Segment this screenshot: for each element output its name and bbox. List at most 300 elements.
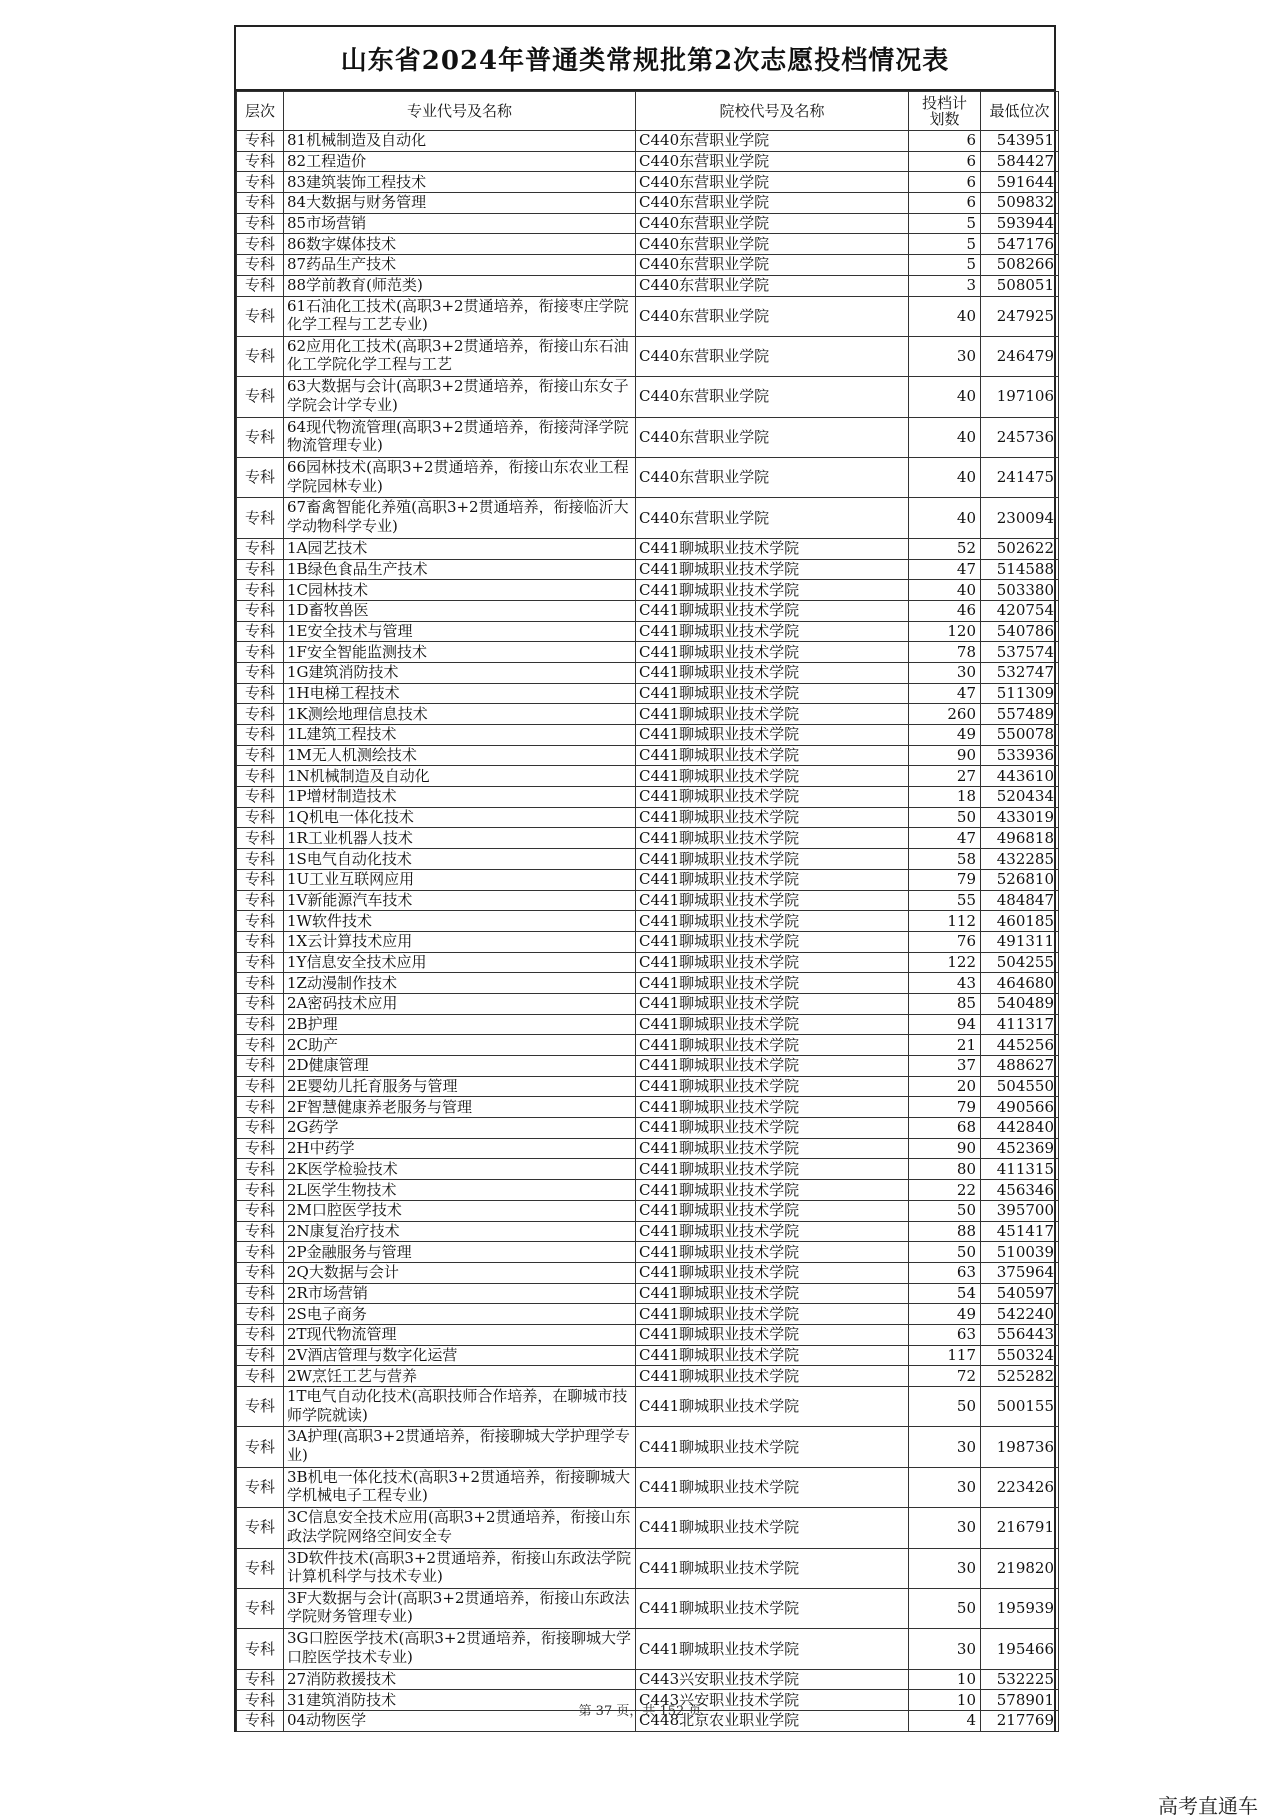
table-row: [237, 1669, 1059, 1690]
cell-plan: 22: [909, 1180, 981, 1201]
cell-major: 31建筑消防技术: [284, 1690, 636, 1711]
cell-school: C441聊城职业技术学院: [636, 745, 909, 766]
cell-rank: 241475: [981, 458, 1059, 498]
cell-plan: 55: [909, 890, 981, 911]
cell-major: 1L建筑工程技术: [284, 725, 636, 746]
cell-plan: 260: [909, 704, 981, 725]
cell-school: C441聊城职业技术学院: [636, 559, 909, 580]
cell-rank: 557489: [981, 704, 1059, 725]
cell-school: C440东营职业学院: [636, 377, 909, 417]
cell-plan: 27: [909, 766, 981, 787]
cell-rank: 197106: [981, 377, 1059, 417]
cell-rank: 456346: [981, 1180, 1059, 1201]
table-row: [237, 255, 1059, 276]
cell-rank: 511309: [981, 683, 1059, 704]
cell-rank: 540786: [981, 621, 1059, 642]
cell-major: 85市场营销: [284, 213, 636, 234]
cell-school: C441聊城职业技术学院: [636, 1548, 909, 1588]
cell-level: 专科: [237, 151, 284, 172]
table-row: [237, 849, 1059, 870]
cell-rank: 433019: [981, 807, 1059, 828]
cell-plan: 20: [909, 1076, 981, 1097]
table-row: [237, 1324, 1059, 1345]
cell-plan: 3: [909, 275, 981, 296]
cell-level: 专科: [237, 234, 284, 255]
cell-major: 83建筑装饰工程技术: [284, 172, 636, 193]
cell-level: 专科: [237, 1508, 284, 1548]
cell-major: 63大数据与会计(高职3+2贯通培养，衔接山东女子学院会计学专业): [284, 377, 636, 417]
table-row: [237, 642, 1059, 663]
table-row: [237, 952, 1059, 973]
cell-school: C441聊城职业技术学院: [636, 1508, 909, 1548]
cell-plan: 50: [909, 1387, 981, 1427]
table-row: [237, 1035, 1059, 1056]
cell-level: 专科: [237, 1014, 284, 1035]
table-row: [237, 1200, 1059, 1221]
header-plan-line1: 投档计: [921, 94, 967, 112]
table-row: [237, 807, 1059, 828]
cell-major: 1T电气自动化技术(高职技师合作培养，在聊城市技师学院就读): [284, 1387, 636, 1427]
cell-level: 专科: [237, 377, 284, 417]
cell-plan: 6: [909, 131, 981, 152]
cell-level: 专科: [237, 538, 284, 559]
cell-level: 专科: [237, 1711, 284, 1732]
header-rank: 最低位次: [981, 92, 1059, 131]
cell-plan: 30: [909, 336, 981, 376]
cell-major: 2C助产: [284, 1035, 636, 1056]
cell-school: C441聊城职业技术学院: [636, 766, 909, 787]
cell-plan: 4: [909, 1711, 981, 1732]
cell-rank: 510039: [981, 1242, 1059, 1263]
cell-rank: 526810: [981, 869, 1059, 890]
cell-rank: 550078: [981, 725, 1059, 746]
cell-major: 2M口腔医学技术: [284, 1200, 636, 1221]
table-row: [237, 1588, 1059, 1628]
cell-school: C440东营职业学院: [636, 131, 909, 152]
cell-school: C441聊城职业技术学院: [636, 1366, 909, 1387]
cell-school: C440东营职业学院: [636, 255, 909, 276]
cell-school: C441聊城职业技术学院: [636, 642, 909, 663]
title-box: [236, 27, 1054, 91]
cell-plan: 90: [909, 1138, 981, 1159]
cell-level: 专科: [237, 973, 284, 994]
table-row: [237, 213, 1059, 234]
cell-plan: 30: [909, 1508, 981, 1548]
cell-school: C441聊城职业技术学院: [636, 1035, 909, 1056]
table-row: [237, 766, 1059, 787]
cell-level: 专科: [237, 1345, 284, 1366]
cell-school: C440东营职业学院: [636, 296, 909, 336]
cell-school: C441聊城职业技术学院: [636, 1629, 909, 1669]
table-row: [237, 1508, 1059, 1548]
cell-school: C441聊城职业技术学院: [636, 869, 909, 890]
cell-level: 专科: [237, 766, 284, 787]
cell-level: 专科: [237, 1304, 284, 1325]
cell-major: 2B护理: [284, 1014, 636, 1035]
cell-level: 专科: [237, 1588, 284, 1628]
cell-plan: 30: [909, 1629, 981, 1669]
cell-major: 1Z动漫制作技术: [284, 973, 636, 994]
cell-level: 专科: [237, 1221, 284, 1242]
header-plan: [909, 92, 981, 131]
table-row: [237, 1629, 1059, 1669]
cell-school: C441聊城职业技术学院: [636, 1180, 909, 1201]
cell-level: 专科: [237, 193, 284, 214]
table-row: [237, 580, 1059, 601]
cell-rank: 460185: [981, 911, 1059, 932]
cell-rank: 508051: [981, 275, 1059, 296]
table-row: [237, 911, 1059, 932]
cell-level: 专科: [237, 498, 284, 538]
cell-level: 专科: [237, 1548, 284, 1588]
cell-major: 1X云计算技术应用: [284, 931, 636, 952]
table-row: [237, 1076, 1059, 1097]
cell-school: C441聊城职业技术学院: [636, 1138, 909, 1159]
cell-school: C441聊城职业技术学院: [636, 1242, 909, 1263]
cell-level: 专科: [237, 1467, 284, 1507]
cell-rank: 432285: [981, 849, 1059, 870]
cell-rank: 509832: [981, 193, 1059, 214]
cell-major: 2V酒店管理与数字化运营: [284, 1345, 636, 1366]
cell-school: C440东营职业学院: [636, 151, 909, 172]
cell-level: 专科: [237, 1200, 284, 1221]
cell-school: C441聊城职业技术学院: [636, 1427, 909, 1467]
cell-level: 专科: [237, 621, 284, 642]
cell-plan: 76: [909, 931, 981, 952]
cell-major: 2D健康管理: [284, 1056, 636, 1077]
cell-level: 专科: [237, 600, 284, 621]
cell-rank: 504550: [981, 1076, 1059, 1097]
cell-school: C441聊城职业技术学院: [636, 1283, 909, 1304]
cell-rank: 223426: [981, 1467, 1059, 1507]
header-school: 院校代号及名称: [636, 92, 909, 131]
cell-plan: 50: [909, 1588, 981, 1628]
cell-major: 82工程造价: [284, 151, 636, 172]
cell-school: C441聊城职业技术学院: [636, 993, 909, 1014]
cell-rank: 247925: [981, 296, 1059, 336]
table-row: [237, 683, 1059, 704]
cell-school: C440东营职业学院: [636, 213, 909, 234]
cell-rank: 500155: [981, 1387, 1059, 1427]
cell-rank: 550324: [981, 1345, 1059, 1366]
cell-plan: 6: [909, 151, 981, 172]
cell-major: 2S电子商务: [284, 1304, 636, 1325]
cell-plan: 47: [909, 559, 981, 580]
cell-plan: 37: [909, 1056, 981, 1077]
cell-rank: 411315: [981, 1159, 1059, 1180]
admission-table: [236, 91, 1059, 1732]
table-row: [237, 1097, 1059, 1118]
cell-school: C441聊城职业技术学院: [636, 890, 909, 911]
cell-level: 专科: [237, 725, 284, 746]
cell-school: C441聊城职业技术学院: [636, 952, 909, 973]
cell-plan: 40: [909, 498, 981, 538]
cell-level: 专科: [237, 828, 284, 849]
cell-plan: 50: [909, 807, 981, 828]
cell-plan: 6: [909, 193, 981, 214]
cell-school: C440东营职业学院: [636, 193, 909, 214]
cell-plan: 30: [909, 662, 981, 683]
cell-plan: 5: [909, 234, 981, 255]
cell-plan: 54: [909, 1283, 981, 1304]
cell-plan: 79: [909, 869, 981, 890]
cell-major: 1P增材制造技术: [284, 787, 636, 808]
cell-rank: 464680: [981, 973, 1059, 994]
table-row: [237, 538, 1059, 559]
cell-plan: 6: [909, 172, 981, 193]
cell-level: 专科: [237, 458, 284, 498]
cell-major: 1Q机电一体化技术: [284, 807, 636, 828]
cell-plan: 46: [909, 600, 981, 621]
cell-level: 专科: [237, 1283, 284, 1304]
table-body: [237, 131, 1059, 1732]
cell-plan: 79: [909, 1097, 981, 1118]
cell-plan: 40: [909, 458, 981, 498]
cell-major: 1K测绘地理信息技术: [284, 704, 636, 725]
cell-plan: 90: [909, 745, 981, 766]
cell-rank: 490566: [981, 1097, 1059, 1118]
table-row: [237, 745, 1059, 766]
cell-major: 2L医学生物技术: [284, 1180, 636, 1201]
cell-major: 88学前教育(师范类): [284, 275, 636, 296]
table-row: [237, 193, 1059, 214]
cell-school: C441聊城职业技术学院: [636, 1324, 909, 1345]
cell-major: 1R工业机器人技术: [284, 828, 636, 849]
table-row: [237, 1014, 1059, 1035]
table-row: [237, 993, 1059, 1014]
cell-major: 2Q大数据与会计: [284, 1262, 636, 1283]
cell-level: 专科: [237, 704, 284, 725]
cell-rank: 540489: [981, 993, 1059, 1014]
table-row: [237, 131, 1059, 152]
cell-plan: 120: [909, 621, 981, 642]
table-row: [237, 1118, 1059, 1139]
cell-level: 专科: [237, 993, 284, 1014]
table-row: [237, 1345, 1059, 1366]
cell-level: 专科: [237, 559, 284, 580]
cell-rank: 533936: [981, 745, 1059, 766]
cell-major: 62应用化工技术(高职3+2贯通培养，衔接山东石油化工学院化学工程与工艺: [284, 336, 636, 376]
cell-school: C441聊城职业技术学院: [636, 1076, 909, 1097]
table-row: [237, 890, 1059, 911]
cell-major: 1C园林技术: [284, 580, 636, 601]
table-row: [237, 1159, 1059, 1180]
cell-major: 84大数据与财务管理: [284, 193, 636, 214]
cell-plan: 30: [909, 1548, 981, 1588]
cell-plan: 47: [909, 683, 981, 704]
cell-school: C443兴安职业技术学院: [636, 1690, 909, 1711]
cell-rank: 216791: [981, 1508, 1059, 1548]
cell-rank: 452369: [981, 1138, 1059, 1159]
cell-rank: 484847: [981, 890, 1059, 911]
table-row: [237, 377, 1059, 417]
cell-rank: 488627: [981, 1056, 1059, 1077]
table-row: [237, 621, 1059, 642]
table-row: [237, 172, 1059, 193]
cell-plan: 5: [909, 213, 981, 234]
cell-major: 2T现代物流管理: [284, 1324, 636, 1345]
cell-major: 2G药学: [284, 1118, 636, 1139]
table-row: [237, 151, 1059, 172]
table-row: [237, 662, 1059, 683]
cell-plan: 50: [909, 1242, 981, 1263]
cell-level: 专科: [237, 131, 284, 152]
cell-rank: 584427: [981, 151, 1059, 172]
cell-school: C440东营职业学院: [636, 458, 909, 498]
cell-rank: 532747: [981, 662, 1059, 683]
cell-major: 3A护理(高职3+2贯通培养，衔接聊城大学护理学专业): [284, 1427, 636, 1467]
cell-major: 2K医学检验技术: [284, 1159, 636, 1180]
cell-school: C441聊城职业技术学院: [636, 1159, 909, 1180]
cell-level: 专科: [237, 1242, 284, 1263]
cell-major: 3G口腔医学技术(高职3+2贯通培养，衔接聊城大学口腔医学技术专业): [284, 1629, 636, 1669]
cell-school: C441聊城职业技术学院: [636, 1467, 909, 1507]
table-row: [237, 931, 1059, 952]
cell-rank: 542240: [981, 1304, 1059, 1325]
cell-major: 1A园艺技术: [284, 538, 636, 559]
cell-rank: 540597: [981, 1283, 1059, 1304]
cell-major: 1M无人机测绘技术: [284, 745, 636, 766]
cell-level: 专科: [237, 255, 284, 276]
table-row: [237, 336, 1059, 376]
cell-school: C441聊城职业技术学院: [636, 787, 909, 808]
cell-major: 2R市场营销: [284, 1283, 636, 1304]
page-footer: 第 37 页，共 152 页: [578, 1704, 702, 1719]
cell-rank: 556443: [981, 1324, 1059, 1345]
table-row: [237, 1180, 1059, 1201]
table-row: [237, 600, 1059, 621]
cell-school: C441聊城职业技术学院: [636, 600, 909, 621]
cell-level: 专科: [237, 1629, 284, 1669]
cell-rank: 525282: [981, 1366, 1059, 1387]
table-row: [237, 1221, 1059, 1242]
cell-school: C441聊城职业技术学院: [636, 683, 909, 704]
cell-major: 3F大数据与会计(高职3+2贯通培养，衔接山东政法学院财务管理专业): [284, 1588, 636, 1628]
cell-major: 1N机械制造及自动化: [284, 766, 636, 787]
cell-level: 专科: [237, 807, 284, 828]
cell-rank: 504255: [981, 952, 1059, 973]
cell-plan: 63: [909, 1262, 981, 1283]
cell-major: 1V新能源汽车技术: [284, 890, 636, 911]
cell-level: 专科: [237, 683, 284, 704]
cell-level: 专科: [237, 869, 284, 890]
table-row: [237, 1262, 1059, 1283]
cell-plan: 122: [909, 952, 981, 973]
cell-level: 专科: [237, 787, 284, 808]
cell-plan: 18: [909, 787, 981, 808]
header-major: 专业代号及名称: [284, 92, 636, 131]
cell-major: 1S电气自动化技术: [284, 849, 636, 870]
cell-plan: 52: [909, 538, 981, 559]
cell-school: C441聊城职业技术学院: [636, 828, 909, 849]
cell-major: 1W软件技术: [284, 911, 636, 932]
table-row: [237, 559, 1059, 580]
table-row: [237, 1366, 1059, 1387]
cell-rank: 491311: [981, 931, 1059, 952]
cell-plan: 94: [909, 1014, 981, 1035]
cell-major: 1B绿色食品生产技术: [284, 559, 636, 580]
table-row: [237, 1242, 1059, 1263]
cell-rank: 520434: [981, 787, 1059, 808]
cell-plan: 5: [909, 255, 981, 276]
cell-major: 2F智慧健康养老服务与管理: [284, 1097, 636, 1118]
cell-level: 专科: [237, 1056, 284, 1077]
table-row: [237, 828, 1059, 849]
cell-level: 专科: [237, 1118, 284, 1139]
cell-school: C441聊城职业技术学院: [636, 1118, 909, 1139]
cell-plan: 50: [909, 1200, 981, 1221]
cell-rank: 445256: [981, 1035, 1059, 1056]
cell-school: C441聊城职业技术学院: [636, 931, 909, 952]
cell-rank: 195466: [981, 1629, 1059, 1669]
table-row: [237, 498, 1059, 538]
cell-rank: 395700: [981, 1200, 1059, 1221]
cell-plan: 85: [909, 993, 981, 1014]
table-row: [237, 787, 1059, 808]
cell-major: 86数字媒体技术: [284, 234, 636, 255]
cell-school: C441聊城职业技术学院: [636, 1262, 909, 1283]
cell-school: C441聊城职业技术学院: [636, 1387, 909, 1427]
cell-level: 专科: [237, 213, 284, 234]
cell-rank: 375964: [981, 1262, 1059, 1283]
cell-school: C443兴安职业技术学院: [636, 1669, 909, 1690]
table-row: [237, 296, 1059, 336]
cell-major: 87药品生产技术: [284, 255, 636, 276]
cell-plan: 21: [909, 1035, 981, 1056]
cell-rank: 591644: [981, 172, 1059, 193]
table-row: [237, 417, 1059, 457]
watermark-text: 高考直通车: [1158, 1794, 1258, 1818]
cell-plan: 117: [909, 1345, 981, 1366]
cell-major: 3B机电一体化技术(高职3+2贯通培养，衔接聊城大学机械电子工程专业): [284, 1467, 636, 1507]
cell-rank: 420754: [981, 600, 1059, 621]
cell-level: 专科: [237, 336, 284, 376]
cell-level: 专科: [237, 1669, 284, 1690]
cell-school: C441聊城职业技术学院: [636, 1014, 909, 1035]
cell-rank: 508266: [981, 255, 1059, 276]
cell-school: C441聊城职业技术学院: [636, 849, 909, 870]
cell-school: C440东营职业学院: [636, 336, 909, 376]
cell-level: 专科: [237, 296, 284, 336]
cell-major: 1D畜牧兽医: [284, 600, 636, 621]
cell-level: 专科: [237, 580, 284, 601]
cell-rank: 537574: [981, 642, 1059, 663]
cell-level: 专科: [237, 745, 284, 766]
cell-level: 专科: [237, 911, 284, 932]
cell-school: C441聊城职业技术学院: [636, 1588, 909, 1628]
cell-level: 专科: [237, 890, 284, 911]
cell-plan: 43: [909, 973, 981, 994]
cell-rank: 198736: [981, 1427, 1059, 1467]
cell-plan: 30: [909, 1427, 981, 1467]
cell-level: 专科: [237, 417, 284, 457]
cell-rank: 502622: [981, 538, 1059, 559]
cell-level: 专科: [237, 849, 284, 870]
cell-major: 61石油化工技术(高职3+2贯通培养，衔接枣庄学院化学工程与工艺专业): [284, 296, 636, 336]
header-level: 层次: [237, 92, 284, 131]
cell-plan: 30: [909, 1467, 981, 1507]
cell-level: 专科: [237, 1159, 284, 1180]
cell-rank: 514588: [981, 559, 1059, 580]
cell-plan: 40: [909, 580, 981, 601]
table-row: [237, 275, 1059, 296]
cell-rank: 230094: [981, 498, 1059, 538]
cell-major: 2P金融服务与管理: [284, 1242, 636, 1263]
cell-school: C441聊城职业技术学院: [636, 1221, 909, 1242]
table-row: [237, 704, 1059, 725]
cell-level: 专科: [237, 642, 284, 663]
cell-rank: 496818: [981, 828, 1059, 849]
